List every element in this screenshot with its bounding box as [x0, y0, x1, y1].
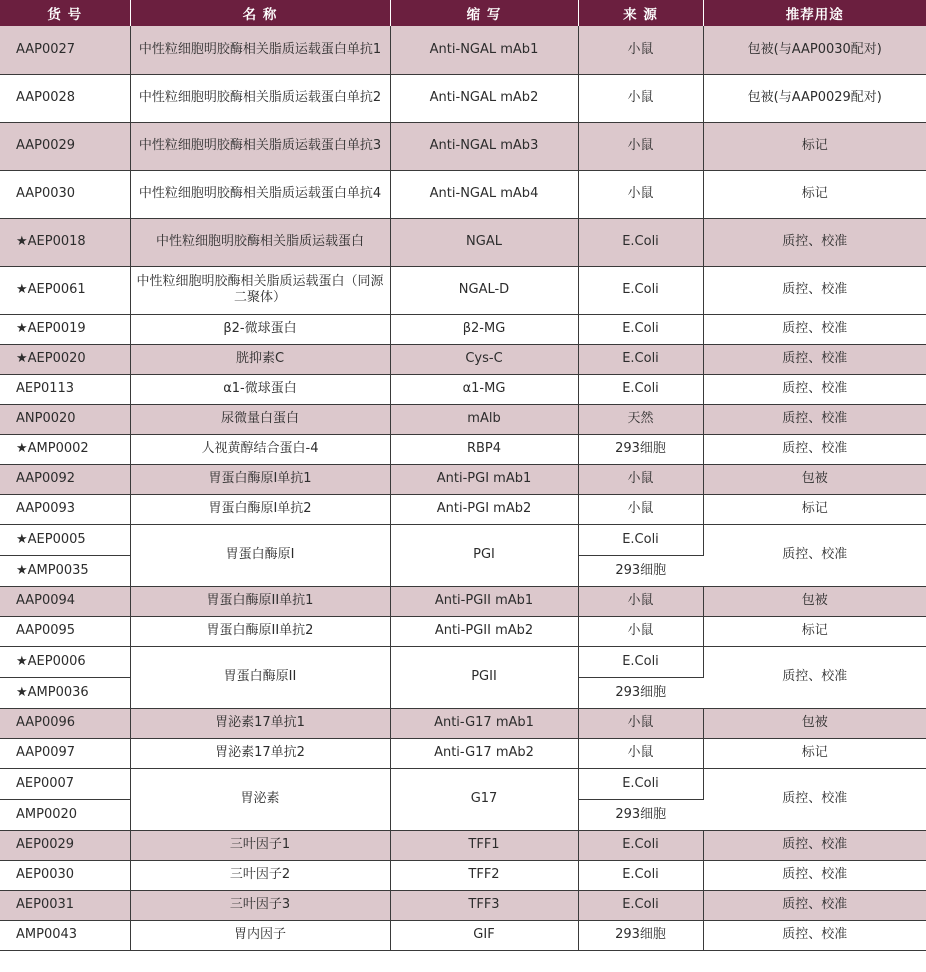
cell-source: E.Coli: [578, 374, 703, 404]
cell-usage: 标记: [703, 616, 926, 646]
cell-code: AAP0030: [0, 170, 130, 218]
cell-code: AAP0094: [0, 586, 130, 616]
cell-name: 中性粒细胞明胶酶相关脂质运载蛋白（同源二聚体）: [130, 266, 390, 314]
cell-code: AAP0029: [0, 122, 130, 170]
cell-name: 中性粒细胞明胶酶相关脂质运载蛋白单抗4: [130, 170, 390, 218]
cell-source: E.Coli: [578, 768, 703, 799]
cell-usage: 质控、校准: [703, 920, 926, 950]
cell-name: 胃泌素17单抗1: [130, 708, 390, 738]
cell-code: AAP0093: [0, 494, 130, 524]
cell-usage: 标记: [703, 738, 926, 768]
cell-code: AEP0113: [0, 374, 130, 404]
cell-usage: 标记: [703, 494, 926, 524]
table-row: [0, 74, 926, 122]
cell-name: 胃蛋白酶原II单抗1: [130, 586, 390, 616]
cell-abbr: Anti-NGAL mAb1: [390, 26, 578, 74]
cell-usage: 质控、校准: [703, 768, 926, 830]
cell-code: AAP0097: [0, 738, 130, 768]
cell-abbr: Anti-PGI mAb2: [390, 494, 578, 524]
cell-usage: 包被: [703, 586, 926, 616]
table-row: [0, 344, 926, 374]
cell-code: ★AMP0036: [0, 677, 130, 708]
table-row: [0, 708, 926, 738]
cell-source: 小鼠: [578, 26, 703, 74]
cell-source: E.Coli: [578, 524, 703, 555]
cell-code: AEP0030: [0, 860, 130, 890]
cell-usage: 标记: [703, 170, 926, 218]
cell-usage: 质控、校准: [703, 374, 926, 404]
header-source: 来 源: [578, 0, 703, 26]
cell-abbr: Anti-NGAL mAb2: [390, 74, 578, 122]
cell-usage: 质控、校准: [703, 344, 926, 374]
cell-source: 293细胞: [578, 434, 703, 464]
table-row: [0, 26, 926, 74]
table-row: [0, 768, 926, 799]
cell-source: 293细胞: [578, 555, 703, 586]
cell-code: ★AEP0005: [0, 524, 130, 555]
table-header-row: [0, 0, 926, 26]
table-row: [0, 374, 926, 404]
cell-code: ★AEP0006: [0, 646, 130, 677]
cell-name: 中性粒细胞明胶酶相关脂质运载蛋白: [130, 218, 390, 266]
cell-source: E.Coli: [578, 266, 703, 314]
cell-source: 293细胞: [578, 920, 703, 950]
cell-code: ★AEP0061: [0, 266, 130, 314]
cell-usage: 质控、校准: [703, 830, 926, 860]
cell-name: 三叶因子3: [130, 890, 390, 920]
table-row: [0, 646, 926, 677]
cell-name: 胃蛋白酶原II单抗2: [130, 616, 390, 646]
cell-abbr: PGI: [390, 524, 578, 586]
cell-name: 胱抑素C: [130, 344, 390, 374]
cell-name: α1-微球蛋白: [130, 374, 390, 404]
cell-source: 小鼠: [578, 708, 703, 738]
cell-source: 293细胞: [578, 677, 703, 708]
cell-name: 三叶因子2: [130, 860, 390, 890]
cell-name: 胃蛋白酶原I单抗1: [130, 464, 390, 494]
cell-usage: 质控、校准: [703, 890, 926, 920]
cell-code: AEP0029: [0, 830, 130, 860]
cell-abbr: mAlb: [390, 404, 578, 434]
cell-abbr: Anti-NGAL mAb3: [390, 122, 578, 170]
cell-source: 小鼠: [578, 494, 703, 524]
cell-abbr: Anti-PGI mAb1: [390, 464, 578, 494]
cell-abbr: NGAL-D: [390, 266, 578, 314]
cell-name: 中性粒细胞明胶酶相关脂质运载蛋白单抗2: [130, 74, 390, 122]
cell-code: AEP0007: [0, 768, 130, 799]
table-row: [0, 434, 926, 464]
cell-code: ★AEP0019: [0, 314, 130, 344]
cell-usage: 质控、校准: [703, 404, 926, 434]
cell-code: ★AEP0020: [0, 344, 130, 374]
cell-name: 胃蛋白酶原I单抗2: [130, 494, 390, 524]
cell-usage: 包被(与AAP0029配对): [703, 74, 926, 122]
cell-code: AMP0020: [0, 799, 130, 830]
cell-name: 三叶因子1: [130, 830, 390, 860]
cell-abbr: PGII: [390, 646, 578, 708]
cell-abbr: GIF: [390, 920, 578, 950]
table-row: [0, 860, 926, 890]
cell-code: AEP0031: [0, 890, 130, 920]
cell-abbr: NGAL: [390, 218, 578, 266]
cell-name: 中性粒细胞明胶酶相关脂质运载蛋白单抗3: [130, 122, 390, 170]
cell-source: E.Coli: [578, 890, 703, 920]
cell-name: 胃蛋白酶原I: [130, 524, 390, 586]
table-row: [0, 616, 926, 646]
cell-source: 小鼠: [578, 586, 703, 616]
cell-usage: 质控、校准: [703, 314, 926, 344]
cell-code: AAP0028: [0, 74, 130, 122]
cell-abbr: Anti-PGII mAb2: [390, 616, 578, 646]
cell-code: ANP0020: [0, 404, 130, 434]
table-row: [0, 738, 926, 768]
table-row: [0, 890, 926, 920]
header-code: 货 号: [0, 0, 130, 26]
cell-name: 中性粒细胞明胶酶相关脂质运载蛋白单抗1: [130, 26, 390, 74]
cell-code: AMP0043: [0, 920, 130, 950]
table-row: [0, 404, 926, 434]
cell-abbr: TFF2: [390, 860, 578, 890]
table-row: [0, 218, 926, 266]
cell-code: AAP0096: [0, 708, 130, 738]
cell-usage: 质控、校准: [703, 218, 926, 266]
cell-source: E.Coli: [578, 646, 703, 677]
cell-abbr: α1-MG: [390, 374, 578, 404]
cell-source: E.Coli: [578, 314, 703, 344]
cell-abbr: Anti-G17 mAb1: [390, 708, 578, 738]
cell-source: E.Coli: [578, 830, 703, 860]
cell-name: β2-微球蛋白: [130, 314, 390, 344]
cell-code: AAP0092: [0, 464, 130, 494]
cell-source: 293细胞: [578, 799, 703, 830]
table-row: [0, 586, 926, 616]
cell-source: 小鼠: [578, 74, 703, 122]
table-row: [0, 314, 926, 344]
cell-source: E.Coli: [578, 218, 703, 266]
cell-abbr: β2-MG: [390, 314, 578, 344]
cell-name: 胃泌素: [130, 768, 390, 830]
cell-name: 胃蛋白酶原II: [130, 646, 390, 708]
cell-usage: 包被(与AAP0030配对): [703, 26, 926, 74]
cell-name: 胃内因子: [130, 920, 390, 950]
cell-source: 小鼠: [578, 464, 703, 494]
table-row: [0, 464, 926, 494]
cell-abbr: TFF3: [390, 890, 578, 920]
table-row: [0, 830, 926, 860]
cell-usage: 质控、校准: [703, 646, 926, 708]
cell-source: 小鼠: [578, 170, 703, 218]
cell-name: 胃泌素17单抗2: [130, 738, 390, 768]
table-row: [0, 170, 926, 218]
cell-code: ★AEP0018: [0, 218, 130, 266]
cell-source: E.Coli: [578, 860, 703, 890]
cell-abbr: RBP4: [390, 434, 578, 464]
cell-usage: 质控、校准: [703, 524, 926, 586]
header-abbr: 缩 写: [390, 0, 578, 26]
table-row: [0, 266, 926, 314]
table-row: [0, 524, 926, 555]
cell-source: 小鼠: [578, 122, 703, 170]
cell-code: AAP0027: [0, 26, 130, 74]
header-name: 名 称: [130, 0, 390, 26]
table-row: [0, 494, 926, 524]
cell-usage: 包被: [703, 464, 926, 494]
cell-abbr: Cys-C: [390, 344, 578, 374]
cell-name: 人视黄醇结合蛋白-4: [130, 434, 390, 464]
cell-usage: 质控、校准: [703, 434, 926, 464]
cell-source: 天然: [578, 404, 703, 434]
cell-name: 尿微量白蛋白: [130, 404, 390, 434]
cell-usage: 质控、校准: [703, 860, 926, 890]
cell-code: ★AMP0002: [0, 434, 130, 464]
cell-source: 小鼠: [578, 616, 703, 646]
cell-abbr: Anti-G17 mAb2: [390, 738, 578, 768]
table-row: [0, 122, 926, 170]
cell-abbr: Anti-NGAL mAb4: [390, 170, 578, 218]
cell-usage: 质控、校准: [703, 266, 926, 314]
cell-code: AAP0095: [0, 616, 130, 646]
cell-abbr: TFF1: [390, 830, 578, 860]
cell-code: ★AMP0035: [0, 555, 130, 586]
cell-source: E.Coli: [578, 344, 703, 374]
table-row: [0, 920, 926, 950]
cell-usage: 标记: [703, 122, 926, 170]
cell-abbr: Anti-PGII mAb1: [390, 586, 578, 616]
cell-source: 小鼠: [578, 738, 703, 768]
cell-usage: 包被: [703, 708, 926, 738]
header-usage: 推荐用途: [703, 0, 926, 26]
cell-abbr: G17: [390, 768, 578, 830]
